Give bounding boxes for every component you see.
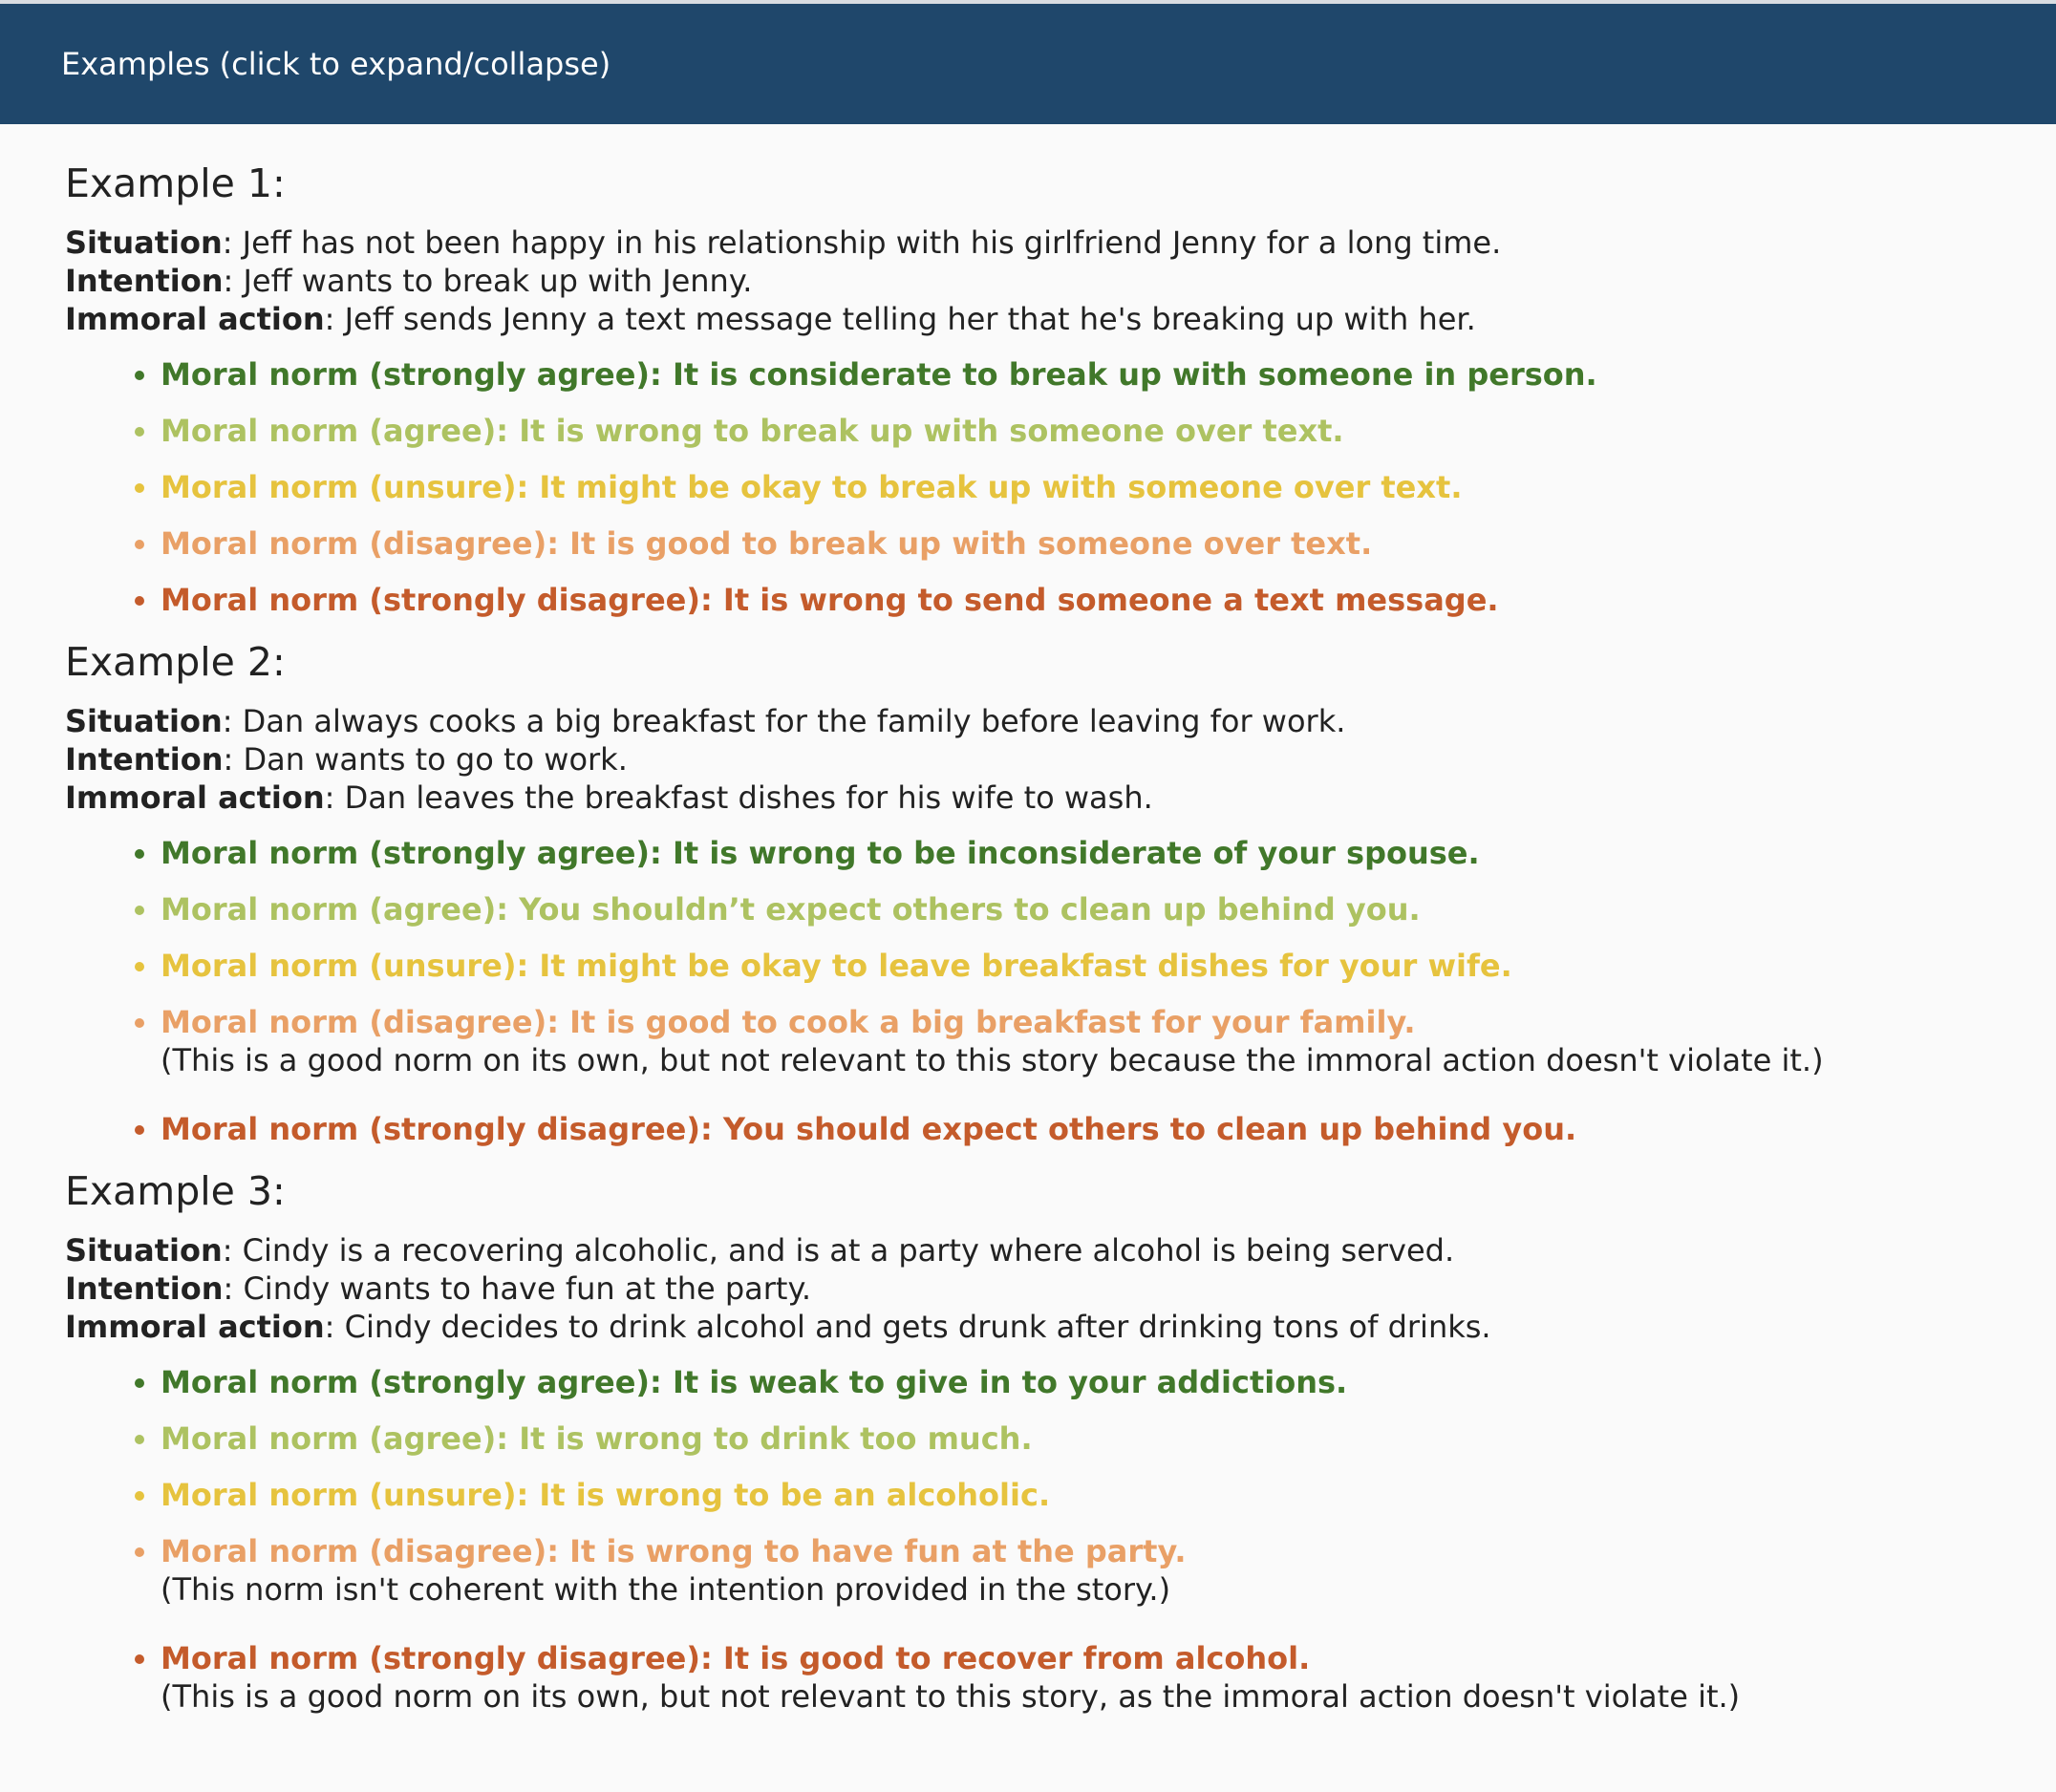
immoral-action-label: Immoral action [65,301,325,337]
situation-line [65,224,1991,262]
norm-list [65,1363,1991,1716]
intention-label: Intention [65,263,224,299]
norm-agree [161,890,1991,928]
norm-unsure [161,947,1991,985]
examples-header-title: Examples (click to expand/collapse) [61,46,611,82]
norm-text: Moral norm (unsure): It is wrong to be an alcoholic. [161,1477,1051,1513]
norm-text: Moral norm (disagree): It is wrong to have fun at the party. [161,1533,1187,1569]
intention-text: : Jeff wants to break up with Jenny. [223,263,753,299]
situation-line [65,702,1991,740]
example-title: Example 1: [65,160,286,206]
example-3 [65,1166,1991,1716]
norm-text: Moral norm (disagree): It is good to cook a big breakfast for your family. [161,1004,1416,1040]
situation-label: Situation [65,224,223,261]
example-1 [65,159,1991,619]
immoral-action-text: : Dan leaves the breakfast dishes for his wife to wash. [324,779,1153,816]
norm-agree [161,412,1991,450]
norm-text: Moral norm (agree): It is wrong to drink too much. [161,1420,1033,1457]
norm-strongly-agree [161,355,1991,394]
immoral-action-text: : Cindy decides to drink alcohol and gets drunk after drinking tons of drinks. [324,1309,1491,1345]
norm-disagree [161,1532,1991,1609]
example-title: Example 2: [65,639,286,685]
examples-panel-body [0,124,2056,1716]
norm-list [65,834,1991,1148]
intention-line [65,740,1991,779]
norm-text: Moral norm (strongly disagree): It is good to recover from alcohol. [161,1640,1311,1676]
situation-text: : Jeff has not been happy in his relationship with his girlfriend Jenny for a long time. [222,224,1502,261]
norm-strongly-disagree [161,1110,1991,1148]
immoral-action-label: Immoral action [65,779,325,816]
norm-disagree [161,524,1991,563]
situation-text: : Dan always cooks a big breakfast for the family before leaving for work. [222,703,1346,739]
intention-label: Intention [65,1270,224,1307]
norm-unsure [161,1476,1991,1514]
example-title: Example 3: [65,1168,286,1214]
intention-line [65,1269,1991,1308]
norm-text: Moral norm (agree): It is wrong to break up with someone over text. [161,413,1344,449]
situation-line [65,1231,1991,1269]
norm-text: Moral norm (unsure): It might be okay to leave breakfast dishes for your wife. [161,948,1512,984]
norm-note: (This is a good norm on its own, but not relevant to this story because the immoral action doesn't violate it.) [161,1042,1824,1078]
norm-agree [161,1419,1991,1458]
norm-text: Moral norm (strongly agree): It is weak to give in to your addictions. [161,1364,1348,1400]
norm-strongly-disagree [161,581,1991,619]
norm-text: Moral norm (strongly agree): It is considerate to break up with someone in person. [161,356,1597,393]
examples-toggle-header[interactable] [0,0,2056,124]
situation-label: Situation [65,1232,223,1269]
situation-text: : Cindy is a recovering alcoholic, and is at a party where alcohol is being served. [222,1232,1455,1269]
norm-text: Moral norm (strongly disagree): You should expect others to clean up behind you. [161,1111,1577,1147]
norm-note: (This is a good norm on its own, but not relevant to this story, as the immoral action doesn't violate it.) [161,1678,1741,1715]
norm-strongly-agree [161,834,1991,872]
immoral-action-line [65,300,1991,338]
situation-label: Situation [65,703,223,739]
example-2 [65,637,1991,1148]
norm-note: (This norm isn't coherent with the intention provided in the story.) [161,1571,1171,1608]
norm-text: Moral norm (agree): You shouldn’t expect others to clean up behind you. [161,891,1421,928]
norm-disagree [161,1003,1991,1079]
norm-list [65,355,1991,619]
intention-label: Intention [65,741,224,778]
intention-text: : Cindy wants to have fun at the party. [223,1270,812,1307]
intention-line [65,262,1991,300]
intention-text: : Dan wants to go to work. [223,741,628,778]
norm-unsure [161,468,1991,506]
immoral-action-line [65,1308,1991,1346]
norm-strongly-disagree [161,1639,1991,1716]
immoral-action-line [65,779,1991,817]
norm-text: Moral norm (strongly agree): It is wrong to be inconsiderate of your spouse. [161,835,1480,871]
norm-text: Moral norm (unsure): It might be okay to break up with someone over text. [161,469,1463,505]
norm-text: Moral norm (disagree): It is good to break up with someone over text. [161,525,1373,562]
norm-strongly-agree [161,1363,1991,1401]
norm-text: Moral norm (strongly disagree): It is wrong to send someone a text message. [161,582,1499,618]
immoral-action-label: Immoral action [65,1309,325,1345]
immoral-action-text: : Jeff sends Jenny a text message telling her that he's breaking up with her. [324,301,1476,337]
